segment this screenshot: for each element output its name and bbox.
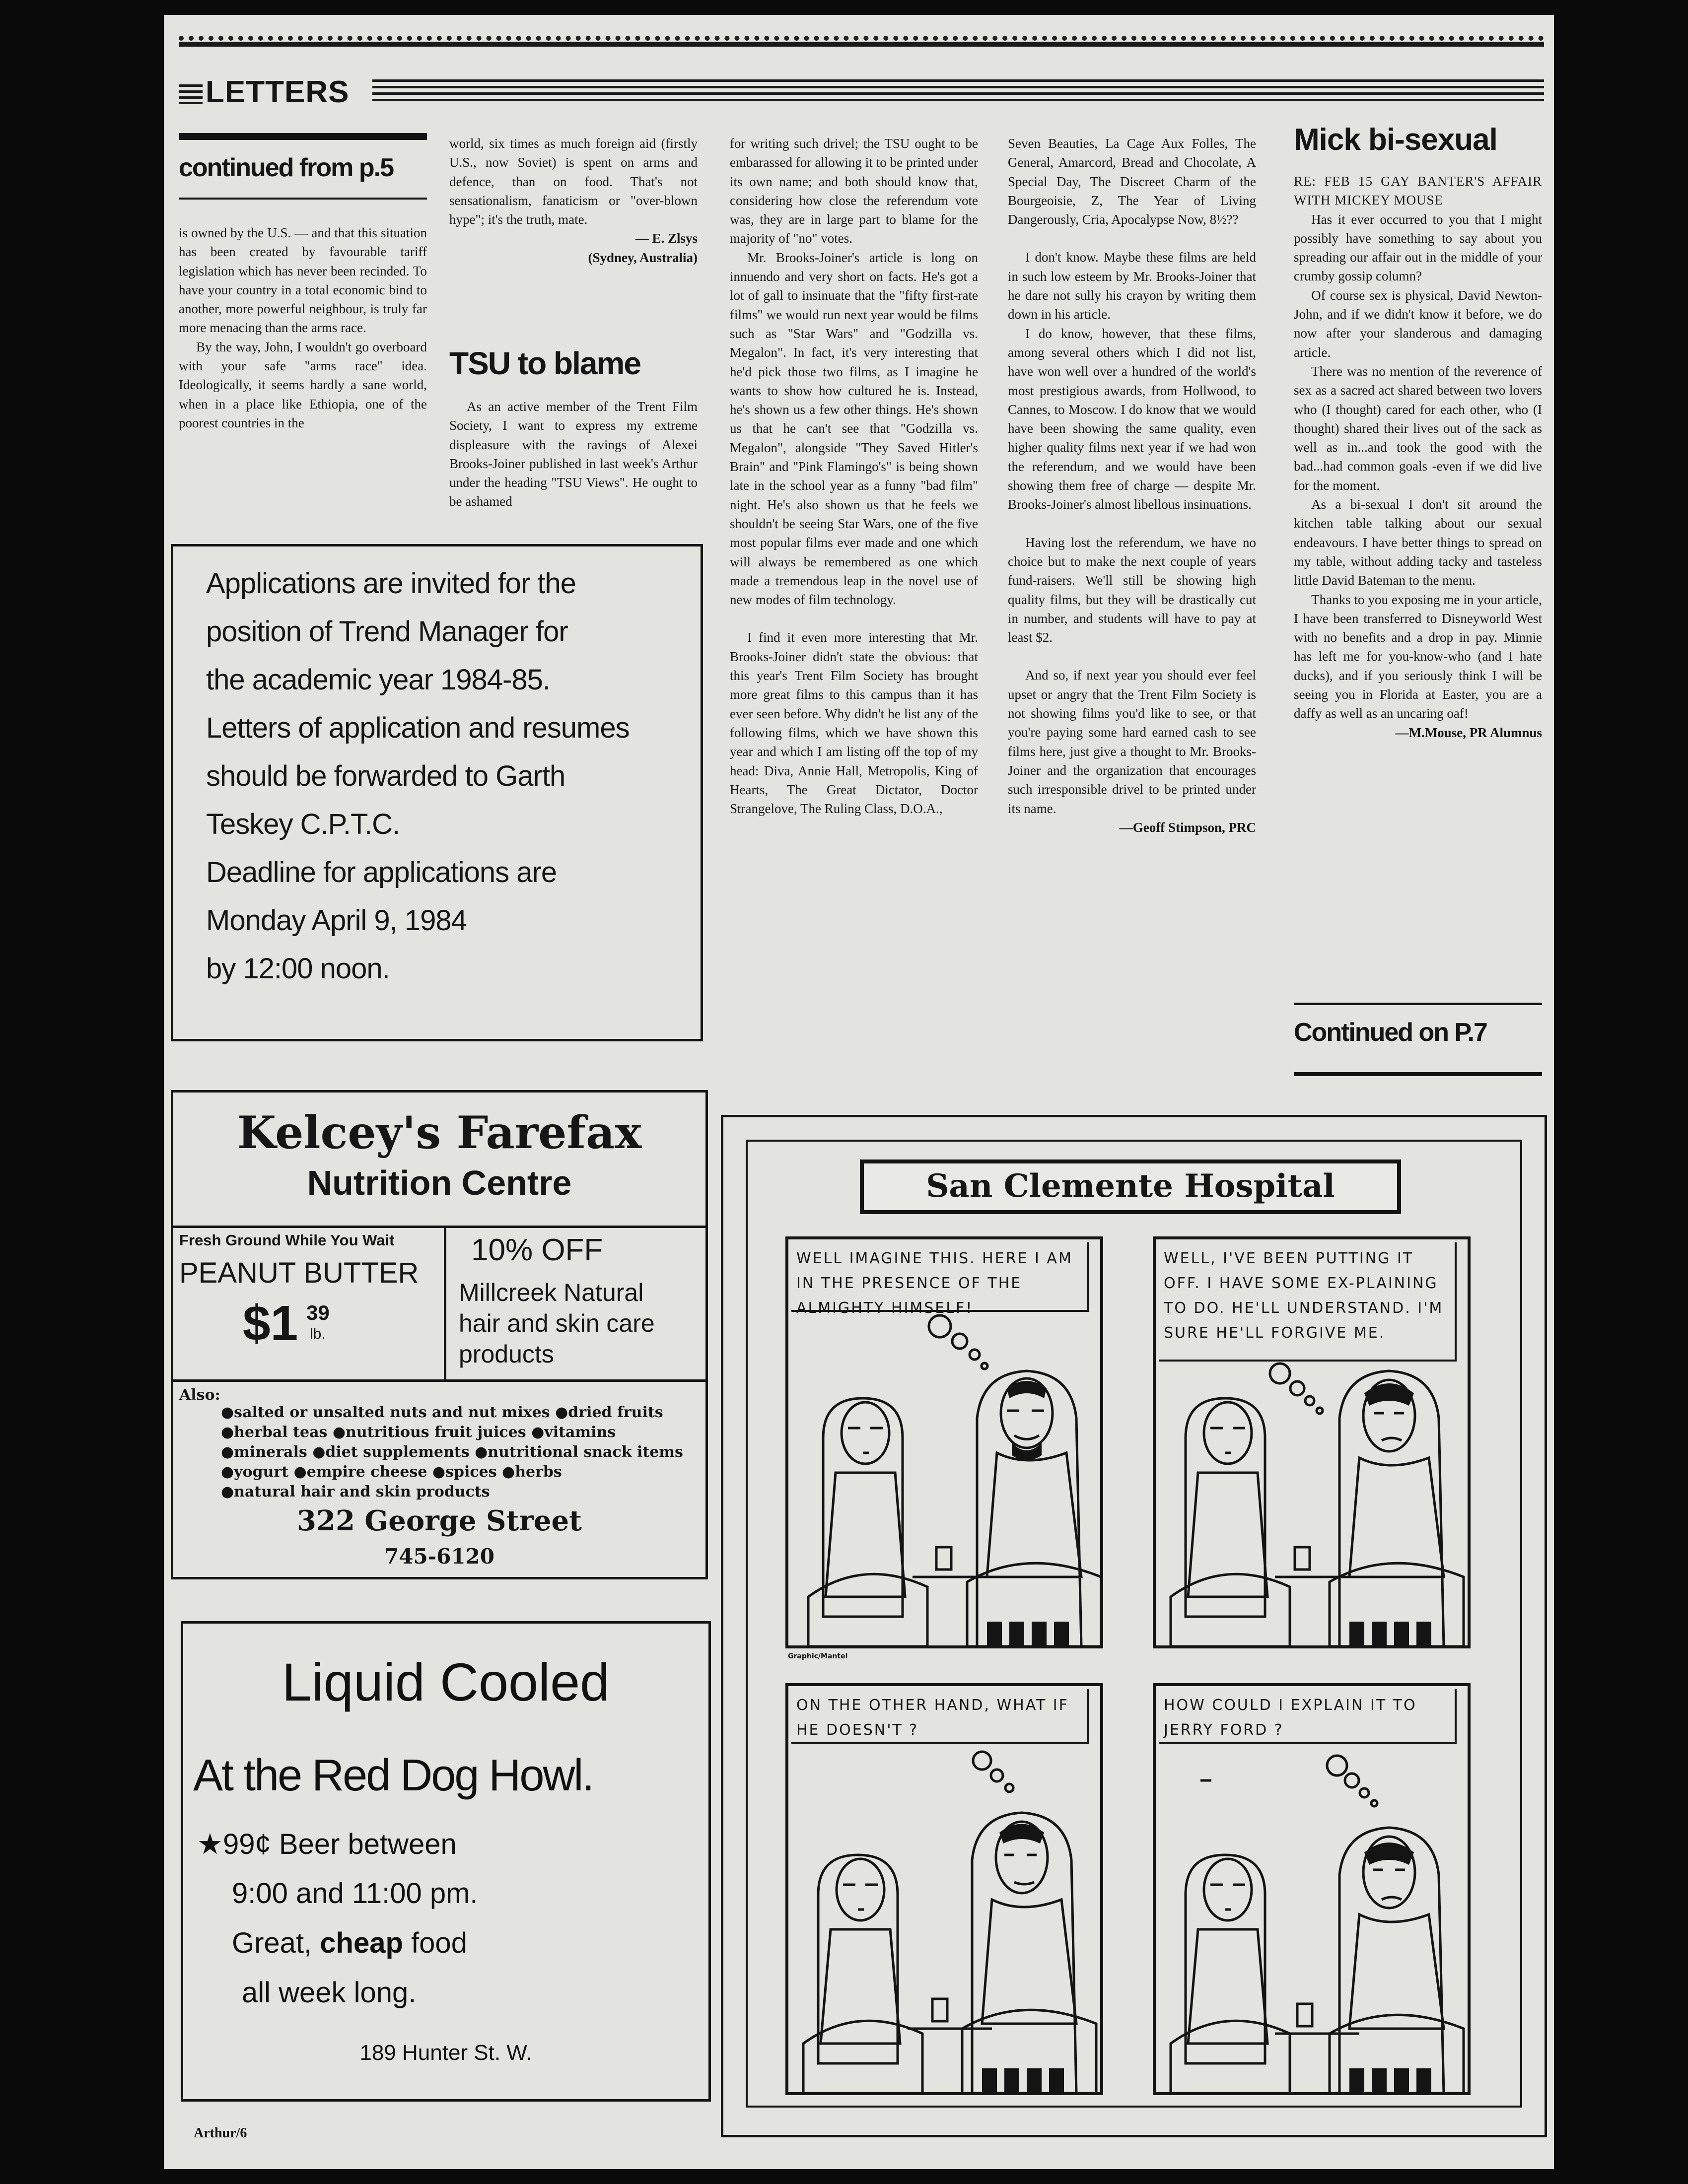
comic-credit: Graphic/Mantel (788, 1652, 848, 1660)
also-label: Also: (179, 1386, 220, 1404)
newspaper-page (164, 15, 1554, 2169)
column5-paragraph: As a bi-sexual I don't sit around the kitchen table talking about our sexual endeavours. I have better things to spread on my table, without adding tacky and tasteless little David Bateman to the menu. (1294, 497, 1542, 588)
kelceys-divider (173, 1379, 705, 1382)
banner-lines-icon (179, 84, 203, 104)
comic-caption-1: WELL IMAGINE THIS. HERE I AM IN THE PRESENCE OF THE ALMIGHTY HIMSELF! (791, 1242, 1089, 1312)
fresh-ground-label: Fresh Ground While You Wait (179, 1231, 395, 1249)
red-dog-address: 189 Hunter St. W. (359, 2041, 532, 2065)
applications-ad (171, 544, 703, 1041)
column2-paragraph: As an active member of the Trent Film Society, I want to express my extreme displeasure with the ravings of Alexei Brooks-Joiner published in last week's Arthur under the heading "TSU Views". He ought to be ashamed (449, 399, 698, 509)
kelceys-address: 322 George Street (297, 1504, 582, 1537)
all-week-line: all week long. (242, 1977, 417, 2009)
column3-paragraph: I find it even more interesting that Mr. Brooks-Joiner didn't state the obvious: that this year's Trent Film Society has brought more great films to this campus than it has ever seen before. Why didn't he list any of the following films, which we have shown this year and which I am listing off the top of my head: Diva, Annie Hall, Metropolis, King of Hearts, The Great Dictator, Doctor Strangelove, The Ruling Class, D.O.A., (730, 630, 978, 817)
signature: —Geoff Stimpson, PRC (1119, 819, 1256, 835)
cheap-food-post: food (411, 1927, 467, 1959)
column1-paragraph: is owned by the U.S. — and that this situation has been created by favourable tariff legislation which has never been recinded. To have your country in a total economic bind to another, more powerful neighbour, is truly far more menacing than the arms race. (179, 225, 427, 336)
top-rule (179, 42, 1544, 47)
comic-title: San Clemente Hospital (926, 1167, 1335, 1205)
red-dog-howl-ad (181, 1621, 711, 2102)
cheap-food-bold: cheap (320, 1927, 403, 1959)
section-title: LETTERS (206, 75, 350, 109)
ten-percent-off: 10% OFF (471, 1233, 603, 1267)
comic-panel-1 (785, 1236, 1103, 1648)
column4-paragraph: And so, if next year you should ever feel upset or angry that the Trent Film Society is not showing films you'd like to see, or that you're paying some hard earned cash to see films here, just give a thought to Mr. Brooks-Joiner and the organization that encourages such irresponsible drivel to be printed under its name. (1008, 668, 1256, 816)
also-line: ●natural hair and skin products (221, 1483, 490, 1501)
comic-panel-2 (1153, 1236, 1471, 1648)
comic-art-1 (788, 1239, 1103, 1648)
ad-line: position of Trend Manager for (206, 615, 568, 648)
also-line: ●minerals ●diet supplements ●nutritional snack items (221, 1443, 683, 1461)
column4-paragraph: Seven Beauties, La Cage Aux Folles, The General, Amarcord, Bread and Chocolate, A Special Day, The Discreet Charm of the Bourgeoisie, Z, The Year of Living Dangerously, Cria, Apocalypse Now, 8½?? (1008, 136, 1256, 227)
ad-line: the academic year 1984-85. (206, 664, 550, 696)
column1-paragraph: By the way, John, I wouldn't go overboard with your safe "arms race" idea. Ideologically, it seems hardly a sane world, when in a place like Ethiopia, one of the poorest countries in the (179, 339, 427, 430)
ad-line: Letters of application and resumes (206, 712, 630, 744)
column2-paragraph: world, six times as much foreign aid (firstly U.S., now Soviet) is spent on arms and defence, than on food. That's not sensationalism, fanaticism or "over-blown hype"; it's the truth, mate. (449, 136, 698, 227)
offer-line: products (459, 1340, 554, 1368)
column3-paragraph: for writing such drivel; the TSU ought to be embarassed for allowing it to be printed under its own name; and both should know that, considering how close the referendum vote was, they are in large part to blame for the majority of "no" votes. (730, 136, 978, 246)
also-line: ●salted or unsalted nuts and nut mixes ●dried fruits (221, 1404, 663, 1421)
kelceys-title: Kelcey's Farefax (237, 1106, 642, 1159)
ad-line: Deadline for applications are (206, 856, 557, 888)
comic-art-4 (1156, 1686, 1471, 2095)
column1-heading-rule (179, 198, 427, 200)
price-unit: lb. (310, 1326, 326, 1342)
column4-paragraph: Having lost the referendum, we have no choice but to make the next couple of years fund-raisers. We'll still be showing high quality films, but they will be drastically cut in number, and students will have to pay at least $2. (1008, 535, 1256, 645)
ad-line: Monday April 9, 1984 (206, 904, 467, 937)
offer-line: hair and skin care (459, 1309, 655, 1337)
column2-letter (449, 397, 698, 511)
column3-paragraph: Mr. Brooks-Joiner's article is long on innuendo and very short on facts. He's got a lot of gall to insinuate that the "fifty first-rate films" we would run next year would be films such as "Star Wars" and "Godzilla vs. Megalon". In fact, it's very interesting that he'd pick those two films, as I imagine he wants to show how cultured he is. Instead, he's shown us a few other things. He's shown us that he can't see that "Godzilla vs. Megalon", alongside "They Saved Hitler's Brain" and "Pink Flamingo's" is being shown late in the school year as a funny "bad film" night. He's also shown us that he feels we shouldn't be seeing Star Wars, one of the five most popular films ever made and one which will always be remembered as one which made a tremendous leap in the novel use of new modes of film technology. (730, 250, 978, 608)
column5-paragraph: Of course sex is physical, David Newton-John, and if we didn't know it before, we do now after your slanderous and damaging article. (1294, 287, 1542, 360)
comic-art-2 (1156, 1239, 1471, 1648)
comic-art-3 (788, 1686, 1103, 2095)
kelceys-ad (171, 1090, 708, 1579)
price-dollars: $1 (243, 1296, 298, 1351)
column1-text (179, 223, 427, 432)
column5-paragraph: There was no mention of the reverence of sex as a sacred act shared between two lovers who (I thought) cared for each other, who (I thought) shared their lives out of the sack as well as in...and took the good with the bad...had common goals -even if we did live for the moment. (1294, 363, 1542, 493)
tsu-to-blame-heading: TSU to blame (449, 345, 640, 381)
also-line: ●herbal teas ●nutritious fruit juices ●vitamins (221, 1424, 616, 1441)
banner-ruled-lines (372, 79, 1544, 102)
comic-caption-3: ON THE OTHER HAND, WHAT IF HE DOESN'T ? (791, 1689, 1089, 1744)
column4-paragraph: I don't know. Maybe these films are held in such low esteem by Mr. Brooks-Joiner that he dare not sully his crayon by writing them down in his article. (1008, 250, 1256, 322)
ad-line: by 12:00 noon. (206, 953, 390, 985)
column5-paragraph: Has it ever occurred to you that I might possibly have something to say about you spreading our affair out in the middle of your crumby gossip column? (1294, 211, 1542, 284)
ad-line: should be forwarded to Garth (206, 760, 565, 792)
beer-hours: 9:00 and 11:00 pm. (232, 1877, 478, 1910)
ad-line: Applications are invited for the (206, 567, 576, 600)
signature: —M.Mouse, PR Alumnus (1395, 725, 1542, 740)
column2-text (449, 134, 698, 267)
comic-frame (721, 1115, 1547, 2137)
continued-from-heading: continued from p.5 (179, 153, 393, 182)
offer-line: Millcreek Natural (459, 1279, 644, 1306)
liquid-cooled-heading: Liquid Cooled (281, 1652, 610, 1712)
page-folio: Arthur/6 (194, 2125, 247, 2141)
kelceys-vertical-divider (444, 1226, 446, 1379)
re-line: RE: FEB 15 GAY BANTER'S AFFAIR WITH MICKEY MOUSE (1294, 174, 1542, 208)
cheap-food-line (232, 1926, 467, 1960)
section-banner (179, 74, 349, 110)
cheap-food-pre: Great, (232, 1927, 312, 1959)
comic-panel-3 (785, 1683, 1103, 2095)
comic-panel-4 (1153, 1683, 1471, 2095)
comic-title-box (860, 1160, 1401, 1214)
also-list (221, 1403, 683, 1502)
red-dog-howl-name: At the Red Dog Howl. (193, 1751, 593, 1800)
continued-bottom-rule (1294, 1072, 1542, 1076)
kelceys-phone: 745-6120 (384, 1544, 494, 1569)
continued-top-rule (1294, 1003, 1542, 1005)
offer-details (459, 1277, 655, 1369)
price-cents: 39 (306, 1301, 330, 1324)
comic-caption-4: HOW COULD I EXPLAIN IT TO JERRY FORD ? (1159, 1689, 1457, 1744)
mick-bi-sexual-heading: Mick bi-sexual (1294, 123, 1497, 157)
column5-text (1294, 172, 1542, 742)
kelceys-subtitle: Nutrition Centre (307, 1163, 572, 1202)
column5-paragraph: Thanks to you exposing me in your article, I have been transferred to Disneyworld West with no benefits and a drop in pay. Minnie has left me for you-know-who (and I hate ducks), and if you seriously think I will be seeing you in Florida at Easter, you are a daffy as well as an uncaring oaf! (1294, 592, 1542, 721)
signature-location: (Sydney, Australia) (588, 250, 698, 265)
also-line: ●yogurt ●empire cheese ●spices ●herbs (221, 1463, 562, 1481)
continued-on-p7: Continued on P.7 (1294, 1018, 1487, 1047)
column4-paragraph: I do know, however, that these films, among several others which I did not list, have won well over a hundred of the world's most prestigious awards, from Hollwood, to Cannes, to Moscow. I do know that we would have been showing the same quality, even higher quality films next year if we had won the referendum, and we would have been showing them free of charge — despite Mr. Brooks-Joiner's almost libellous insinuations. (1008, 326, 1256, 512)
applications-ad-text (206, 559, 701, 993)
column3-text (730, 134, 978, 818)
comic-caption-2: WELL, I'VE BEEN PUTTING IT OFF. I HAVE SOME EX-PLAINING TO DO. HE'LL UNDERSTAND. I'M SURE HE'LL FORGIVE ME. (1159, 1242, 1457, 1362)
column4-text (1008, 134, 1256, 837)
signature: — E. Zlsys (635, 231, 698, 246)
peanut-butter-label: PEANUT BUTTER (179, 1257, 419, 1289)
ad-line: Teskey C.P.T.C. (206, 808, 400, 840)
top-dotted-rule (179, 21, 1544, 41)
beer-special: ★99¢ Beer between (197, 1828, 457, 1860)
kelceys-divider (173, 1226, 705, 1228)
column1-top-rule (179, 133, 427, 140)
